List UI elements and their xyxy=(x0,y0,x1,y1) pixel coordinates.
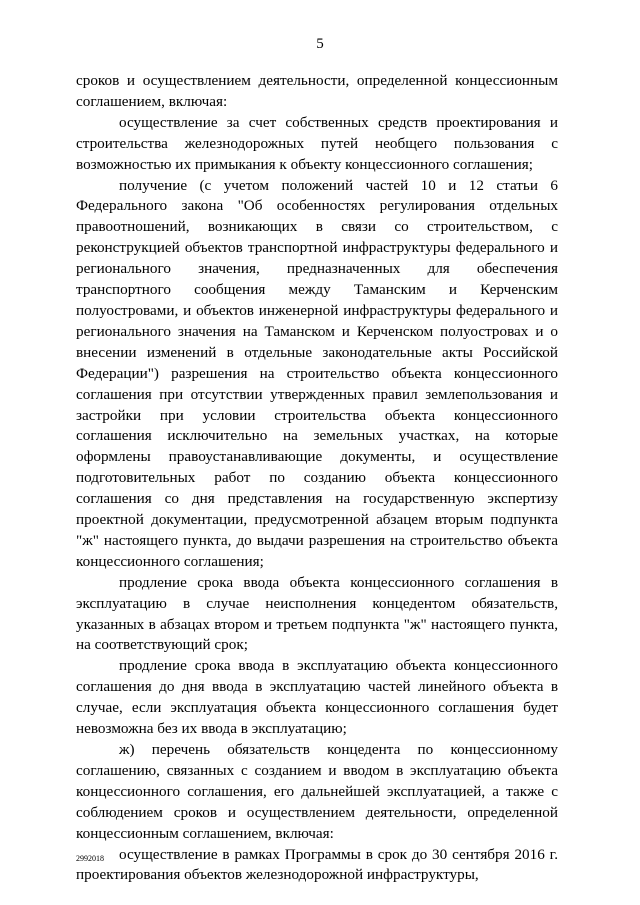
page-number: 5 xyxy=(316,36,324,52)
document-body xyxy=(76,71,558,886)
paragraph: ж) перечень обязательств концедента по концессионному соглашению, связанных с созданием и вводом в эксплуатацию объекта концессионного соглашения, его дальнейшей эксплуатацией, а также с соблюдением сроков и осуществлением деятельности, определенной концессионным соглашением, включая: xyxy=(76,741,558,842)
paragraph: получение (с учетом положений частей 10 и 12 статьи 6 Федерального закона "Об особенностях регулирования отдельных правоотношений, возникающих в связи со строительством, с реконструкцией объектов транспортной инфраструктуры федерального и регионального значения, предназначенных для обеспечения транспортного сообщения между Таманским и Керченским полуостровами, и объектов инженерной инфраструктуры федерального и регионального значения на Таманском и Керченском полуостровах и о внесении изменений в отдельные законодательные акты Российской Федерации") разрешения на строительство объекта концессионного соглашения при отсутствии утвержденных правил землепользования и застройки при условии строительства объекта концессионного соглашения исключительно на земельных участках, на которые оформлены правоустанавливающие документы, и осуществление подготовительных работ по созданию объекта концессионного соглашения со дня представления на государственную экспертизу проектной документации, предусмотренной абзацем вторым подпункта "ж" настоящего пункта, до выдачи разрешения на строительство объекта концессионного соглашения; xyxy=(76,176,558,570)
paragraph: осуществление в рамках Программы в срок до 30 сентября 2016 г. проектирования объектов железнодорожной инфраструктуры, xyxy=(76,845,558,884)
paragraph: продление срока ввода объекта концессионного соглашения в эксплуатацию в случае неисполнения концедентом обязательств, указанных в абзацах втором и третьем подпункта "ж" настоящего пункта, на соответствующий срок; xyxy=(76,573,558,654)
document-id: 2992018 xyxy=(76,854,104,863)
paragraph: продление срока ввода в эксплуатацию объекта концессионного соглашения до дня ввода в эксплуатацию частей линейного объекта в случае, если эксплуатация объекта концессионного соглашения будет невозможна без их ввода в эксплуатацию; xyxy=(76,657,558,738)
paragraph: сроков и осуществлением деятельности, определенной концессионным соглашением, включая: xyxy=(76,72,558,110)
paragraph: осуществление за счет собственных средств проектирования и строительства железнодорожных путей необщего пользования с возможностью их примыкания к объекту концессионного соглашения; xyxy=(76,113,558,173)
